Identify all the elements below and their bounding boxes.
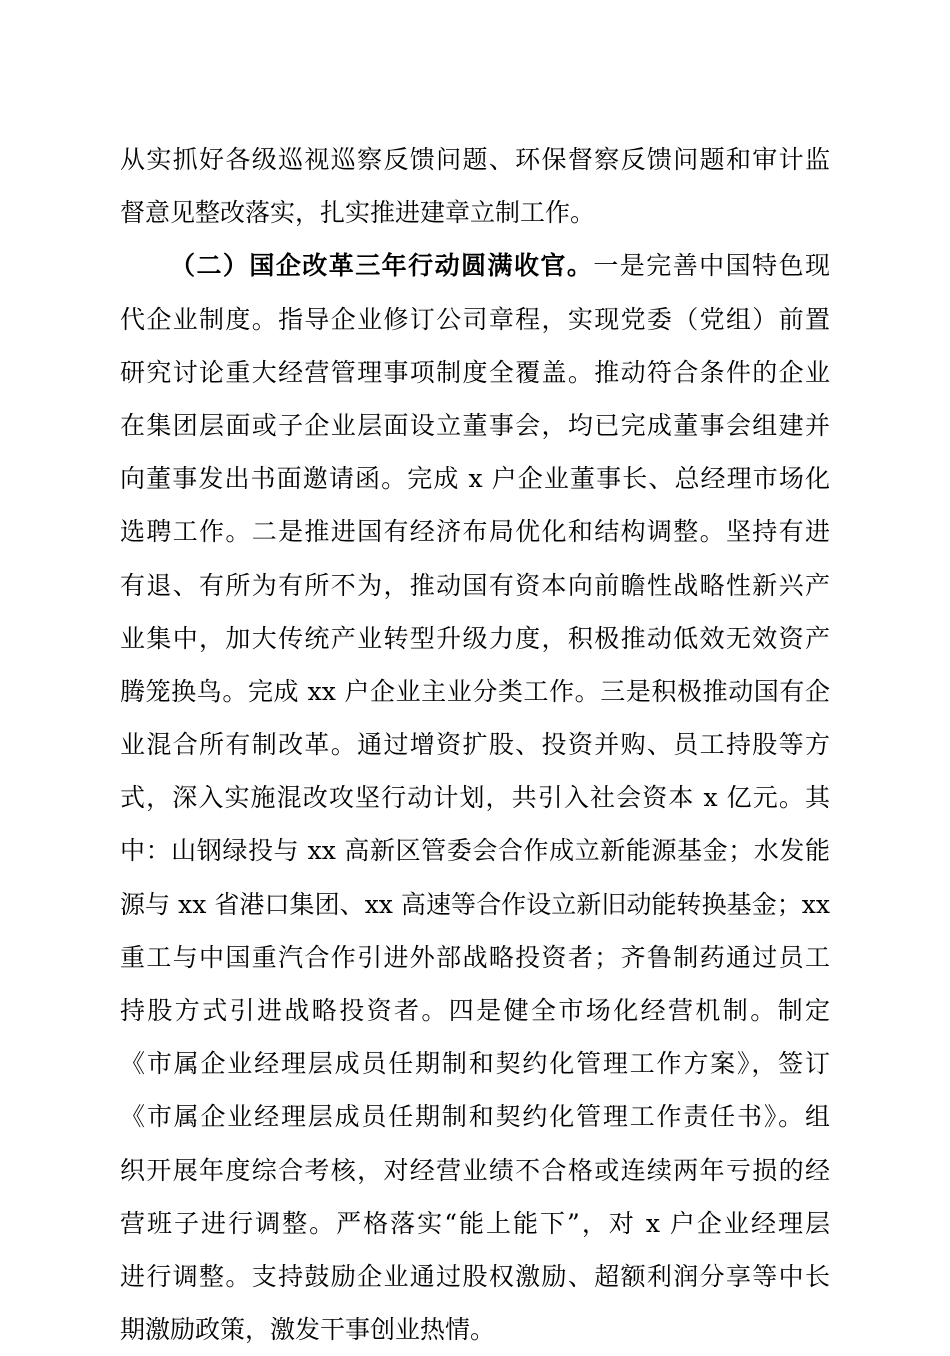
text-line: 源与 xx 省港口集团、xx 高速等合作设立新旧动能转换基金；xx (120, 889, 830, 919)
text-line: 期激励政策，激发干事创业热情。 (120, 1315, 496, 1345)
text-line: 在集团层面或子企业层面设立董事会，均已完成董事会组建并 (120, 410, 830, 440)
section-first-line (120, 239, 830, 292)
text-line: 织开展年度综合考核，对经营业绩不合格或连续两年亏损的经 (120, 1155, 830, 1185)
text-line: 进行调整。支持鼓励企业通过股权激励、超额利润分享等中长 (120, 1261, 830, 1291)
text-line: 营班子进行调整。严格落实“能上能下”，对 x 户企业经理层 (120, 1208, 830, 1238)
section-heading: （二）国企改革三年行动圆满收官。 (170, 251, 594, 281)
text-line: 从实抓好各级巡视巡察反馈问题、环保督察反馈问题和审计监 (120, 145, 830, 174)
text-line: 中：山钢绿投与 xx 高新区管委会合作成立新能源基金；水发能 (120, 836, 830, 866)
text-line: 式，深入实施混改攻坚行动计划，共引入社会资本 x 亿元。其 (120, 783, 830, 813)
text-line: 向董事发出书面邀请函。完成 x 户企业董事长、总经理市场化 (120, 464, 830, 494)
text-line: 《市属企业经理层成员任期制和契约化管理工作责任书》。组 (120, 1102, 830, 1132)
text-line: 代企业制度。指导企业修订公司章程，实现党委（党组）前置 (120, 304, 830, 334)
text-line: 有退、有所为有所不为，推动国有资本向前瞻性战略性新兴产 (120, 570, 830, 600)
text-line: 持股方式引进战略投资者。四是健全市场化经营机制。制定 (120, 996, 830, 1025)
text-line: 业集中，加大传统产业转型升级力度，积极推动低效无效资产 (120, 623, 830, 653)
body-text (120, 133, 830, 1356)
text-line: 选聘工作。二是推进国有经济布局优化和结构调整。坚持有进 (120, 517, 830, 547)
text-line: 重工与中国重汽合作引进外部战略投资者；齐鲁制药通过员工 (120, 942, 830, 972)
section-first-line-text: 一是完善中国特色现 (593, 251, 830, 281)
text-line: 研究讨论重大经营管理事项制度全覆盖。推动符合条件的企业 (120, 357, 830, 387)
text-line: 《市属企业经理层成员任期制和契约化管理工作方案》，签订 (120, 1049, 830, 1079)
text-line: 业混合所有制改革。通过增资扩股、投资并购、员工持股等方 (120, 730, 830, 760)
text-line: 腾笼换鸟。完成 xx 户企业主业分类工作。三是积极推动国有企 (120, 676, 830, 706)
text-line: 督意见整改落实，扎实推进建章立制工作。 (120, 198, 596, 228)
